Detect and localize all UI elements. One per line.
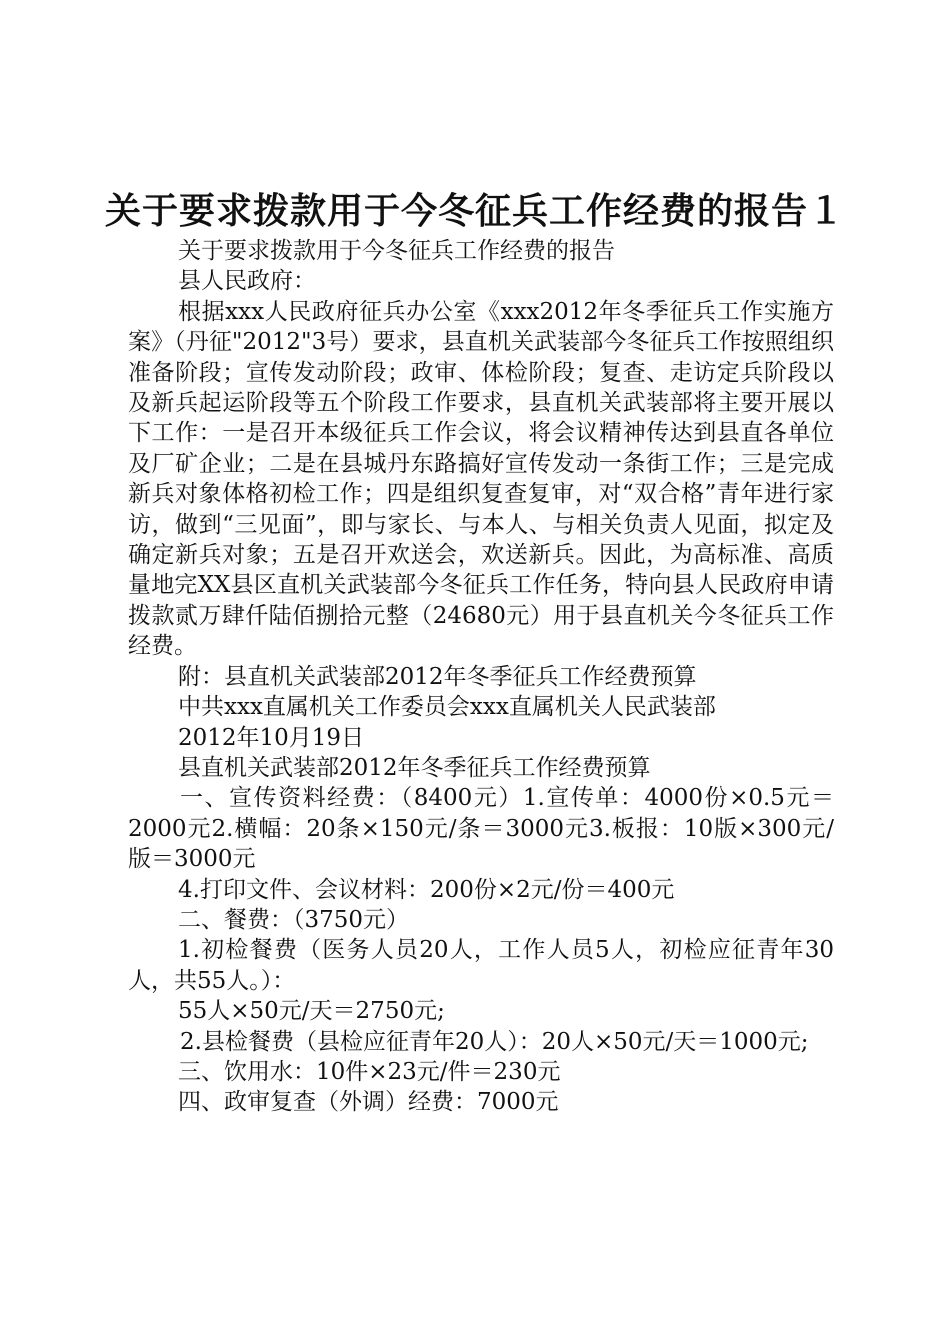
signature-date: 2012年10月19日 <box>178 724 365 751</box>
budget-item-initial-check-meals: 1.初检餐费（医务人员20人，工作人员5人，初检应征青年30人，共55人。）： <box>128 937 834 994</box>
budget-item-meals: 二、餐费：（3750元） <box>178 906 410 933</box>
budget-item-initial-check-calc: 55人×50元/天＝2750元; <box>178 998 445 1025</box>
document-title: 关于要求拨款用于今冬征兵工作经费的报告１ <box>104 190 845 232</box>
main-paragraph: 根据xxx人民政府征兵办公室《xxx2012年冬季征兵工作实施方案》（丹征"2012"3号）要求，县直机关武装部今冬征兵工作按照组织准备阶段；宣传发动阶段；政审、体检阶段；复查、走访定兵阶段以及新兵起运阶段等五个阶段工作要求，县直机关武装部将主要开展以下工作：一是召开本级征兵工作会议，将会议精神传达到县直各单位及厂矿企业；二是在县城丹东路搞好宣传发动一条街工作；三是完成新兵对象体格初检工作；四是组织复查复审，对“双合格”青年进行家访，做到“三见面”，即与家长、与本人、与相关负责人见面，拟定及确定新兵对象；五是召开欢送会，欢送新兵。因此，为高标准、高质量地完XX县区直机关武装部今冬征兵工作任务，特向县人民政府申请拨款贰万肆仟陆佰捌拾元整（24680元）用于县直机关今冬征兵工作经费。 <box>128 298 834 660</box>
attachment-note: 附：县直机关武装部2012年冬季征兵工作经费预算 <box>178 663 697 690</box>
budget-item-county-check-meals: 2.县检餐费（县检应征青年20人）：20人×50元/天＝1000元; <box>180 1028 809 1055</box>
budget-item-printing: 4.打印文件、会议材料：200份×2元/份＝400元 <box>178 876 675 903</box>
budget-item-water: 三、饮用水：10件×23元/件＝230元 <box>178 1058 561 1085</box>
salutation: 县人民政府： <box>178 268 316 295</box>
budget-item-publicity: 一、宣传资料经费：（8400元）1.宣传单：4000份×0.5元＝2000元2.横幅：20条×150元/条＝3000元3.板报：10版×300元/版＝3000元 <box>128 785 834 873</box>
budget-item-political-review: 四、政审复查（外调）经费：7000元 <box>178 1089 559 1116</box>
report-subtitle: 关于要求拨款用于今冬征兵工作经费的报告 <box>178 238 615 264</box>
document-body <box>128 236 834 1118</box>
signature-organization: 中共xxx直属机关工作委员会xxx直属机关人民武装部 <box>178 694 716 721</box>
budget-heading: 县直机关武装部2012年冬季征兵工作经费预算 <box>178 754 651 781</box>
